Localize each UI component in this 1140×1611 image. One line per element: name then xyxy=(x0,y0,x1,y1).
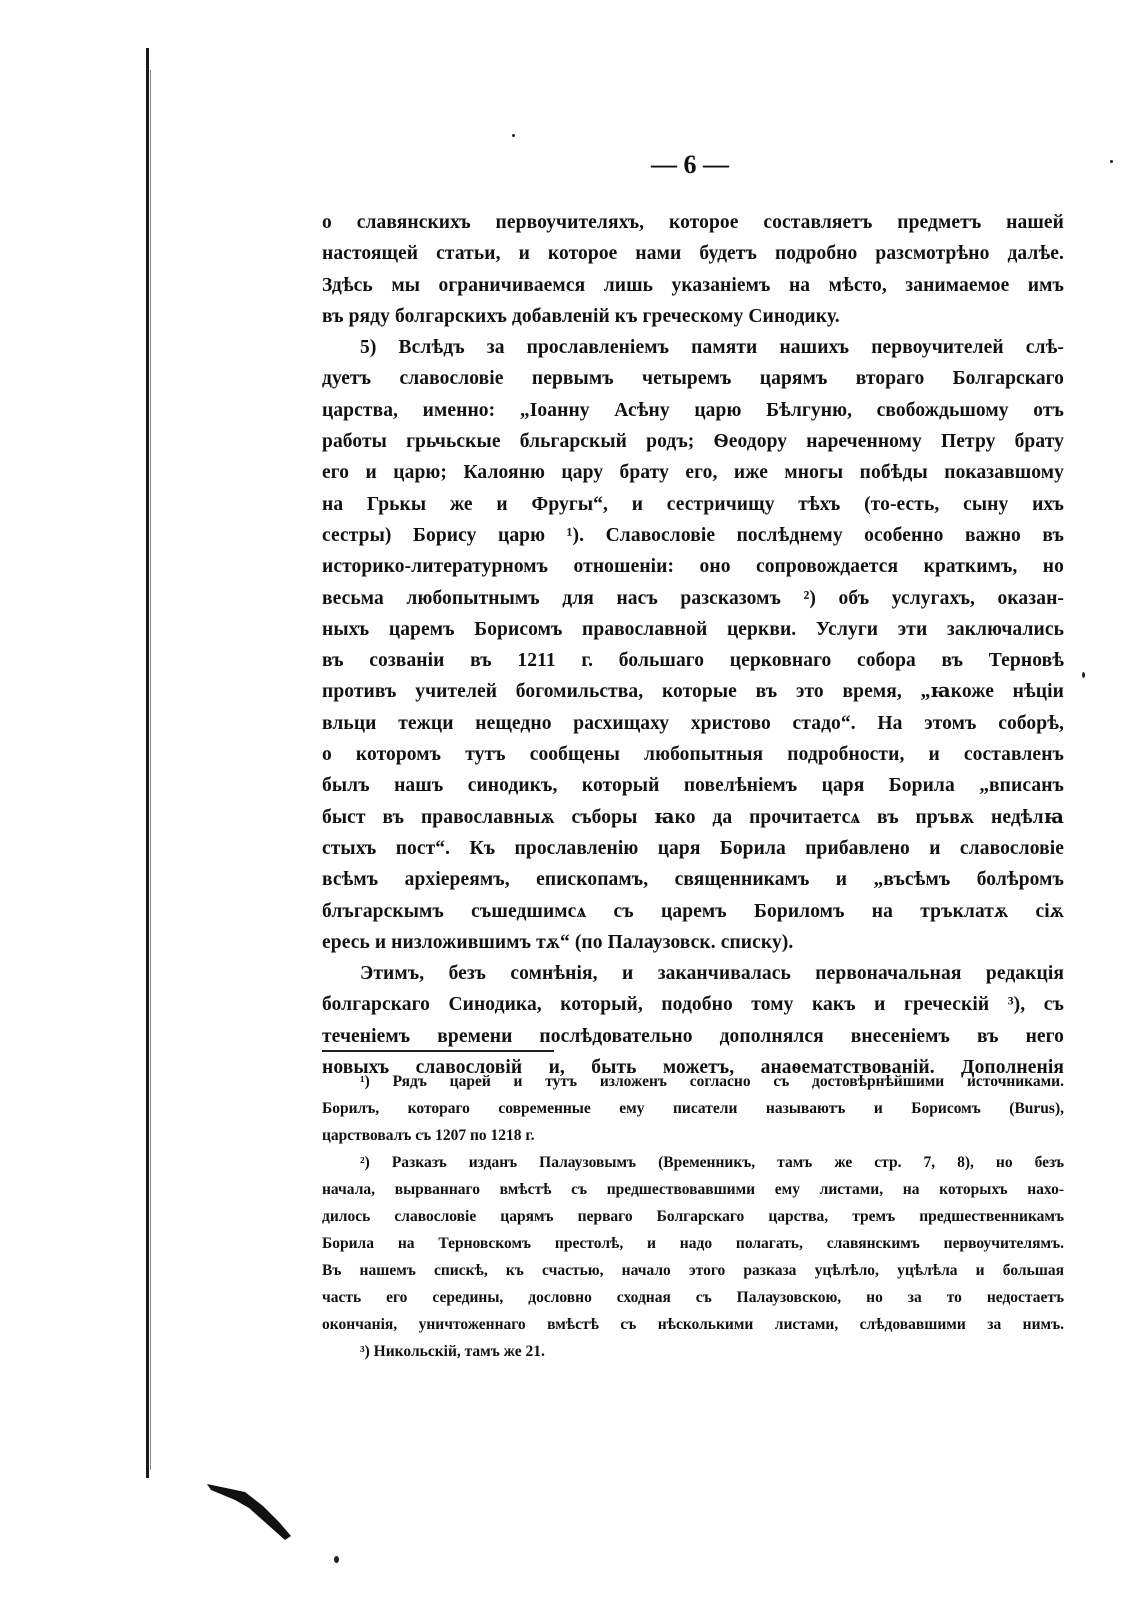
footnote-line: ³) Никольскій, тамъ же 21. xyxy=(360,1343,545,1360)
text-line: на Грькы же и Фругы“, и сестричищу тѣхъ (то-есть, сыну ихъ xyxy=(322,493,1064,515)
text-line: ересь и низложившимъ тѫ“ (по Палаузовск. списку). xyxy=(322,931,794,953)
footnote-line: Борилъ, котораго современные ему писатели называютъ и Борисомъ (Burus), xyxy=(322,1100,1064,1117)
main-text xyxy=(322,207,1064,1083)
text-line: стыхъ пост“. Къ прославленію царя Борила прибавлено и славословіе xyxy=(322,837,1064,859)
footnote-line: часть его середины, дословно сходная съ Палаузовскою, но за то недостаетъ xyxy=(322,1289,1064,1306)
text-line: новыхъ славословій и, быть можетъ, анаѳематствованій. Дополненія xyxy=(322,1057,1064,1079)
scan-speck xyxy=(1082,672,1085,678)
text-line: Этимъ, безъ сомнѣнія, и заканчивалась первоначальная редакція xyxy=(360,963,1064,985)
text-line: работы грьчьскые бльгарскый родъ; Ѳеодору нареченному Петру брату xyxy=(322,431,1064,453)
text-line: всѣмъ архіереямъ, епископамъ, священникамъ и „въсѣмъ болѣромъ xyxy=(322,869,1064,891)
footnote-line: ²) Разказъ изданъ Палаузовымъ (Временникъ, тамъ же стр. 7, 8), но безъ xyxy=(360,1154,1064,1171)
page-number: — 6 — xyxy=(651,150,729,179)
footnote-line: дилось славословіе царямъ перваго Болгарскаго царства, тремъ предшественникамъ xyxy=(322,1208,1064,1225)
text-line: болгарскаго Синодика, который, подобно тому какъ и греческій ³), съ xyxy=(322,994,1064,1016)
scan-speck xyxy=(1110,160,1113,163)
text-line: дуетъ славословіе первымъ четыремъ царямъ втораго Болгарскаго xyxy=(322,368,1064,390)
text-line: противъ учителей богомильства, которые въ это время, „ꙗкоже нѣціи xyxy=(322,681,1064,703)
scan-smudge xyxy=(205,1478,295,1548)
text-line: о славянскихъ первоучителяхъ, которое составляетъ предметъ нашей xyxy=(322,212,1064,233)
text-line: въ созваніи въ 1211 г. большаго церковнаго собора въ Терновѣ xyxy=(322,650,1064,672)
text-line: вльци тежци нещедно расхищаху христово стадо“. На этомъ соборѣ, xyxy=(322,712,1064,734)
footnote-line: царствовалъ съ 1207 по 1218 г. xyxy=(322,1127,535,1144)
footnote-line: Борила на Терновскомъ престолѣ, и надо полагать, славянскимъ первоучителямъ. xyxy=(322,1235,1064,1252)
text-line: ныхъ царемъ Борисомъ православной церкви. Услуги эти заключались xyxy=(322,618,1064,640)
text-line: въ ряду болгарскихъ добавленій къ греческому Синодику. xyxy=(322,305,840,327)
text-line: блъгарскымъ съшедшимсѧ съ царемъ Бориломъ на тръклатѫ сіѫ xyxy=(322,900,1064,922)
footnote-line: Въ нашемъ спискѣ, къ счастью, начало этого разказа уцѣлѣло, уцѣлѣла и большая xyxy=(322,1262,1064,1279)
footnote-line: окончанія, уничтоженнаго вмѣстѣ съ нѣсколькими листами, слѣдовавшими за нимъ. xyxy=(322,1316,1064,1333)
text-line: быст въ православныѫ съборы ꙗко да прочитаетсѧ въ пръвѫ недѣлꙗ xyxy=(322,806,1064,828)
text-line: о которомъ тутъ сообщены любопытныя подробности, и составленъ xyxy=(322,744,1064,766)
footnotes xyxy=(322,1068,1064,1365)
footnote-divider xyxy=(322,1050,554,1052)
text-line: былъ нашъ синодикъ, который повелѣніемъ царя Борила „вписанъ xyxy=(322,775,1064,797)
text-line: царства, именно: „Іоанну Асѣну царю Бѣлгуню, свобождьшому отъ xyxy=(322,399,1064,421)
text-line: весьма любопытнымъ для насъ разсказомъ ²) объ услугахъ, оказан- xyxy=(322,587,1064,609)
scan-speck xyxy=(512,134,515,137)
scan-speck xyxy=(334,1556,339,1563)
footnote-line: начала, вырваннаго вмѣстѣ съ предшествовавшими ему листами, на которыхъ нахо- xyxy=(322,1181,1064,1198)
footnote-line: ¹) Рядъ царей и тутъ изложенъ согласно съ достовѣрнѣйшими источниками. xyxy=(360,1073,1064,1090)
text-line: сестры) Борису царю ¹). Славословіе послѣднему особенно важно въ xyxy=(322,524,1064,546)
text-line: настоящей статьи, и которое нами будетъ подробно разсмотрѣно далѣе. xyxy=(322,243,1064,265)
text-line: его и царю; Калояню цару брату его, иже многы побѣды показавшому xyxy=(322,462,1064,484)
text-line: теченіемъ времени послѣдовательно дополнялся внесеніемъ въ него xyxy=(322,1025,1064,1047)
text-line: 5) Вслѣдъ за прославленіемъ памяти нашихъ первоучителей слѣ- xyxy=(360,337,1064,359)
scan-edge-shadow xyxy=(150,70,151,1470)
text-line: историко-литературномъ отношеніи: оно сопровождается краткимъ, но xyxy=(322,556,1064,578)
scan-edge-line xyxy=(146,48,149,1478)
text-line: Здѣсь мы ограничиваемся лишь указаніемъ на мѣсто, занимаемое имъ xyxy=(322,274,1064,296)
